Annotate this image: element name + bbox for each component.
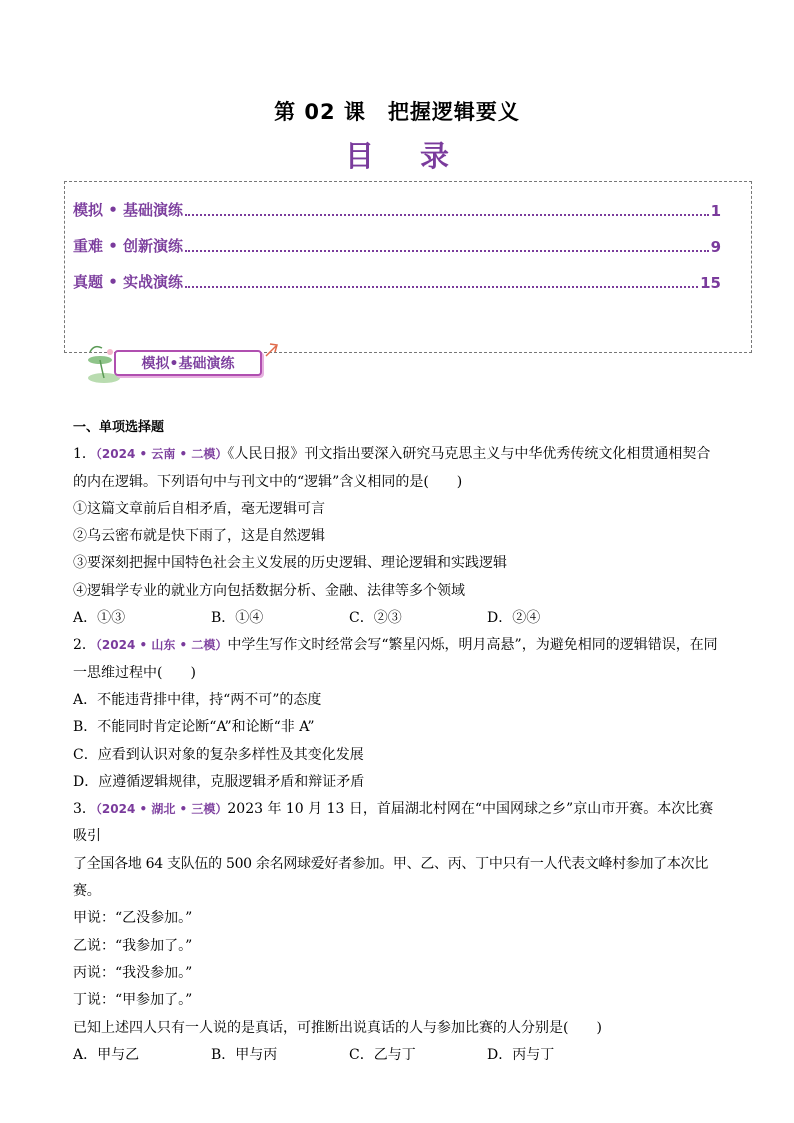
answer-option[interactable]: A．①③ bbox=[73, 610, 126, 627]
question-stem: 《人民日报》刊文指出要深入研究马克思主义与中华优秀传统文化相贯通相契合 bbox=[227, 446, 711, 463]
toc-leader-dots bbox=[185, 286, 698, 288]
answer-option[interactable]: D．②④ bbox=[487, 610, 541, 627]
toc-heading: 目 录 bbox=[344, 139, 468, 173]
question-prompt: 已知上述四人只有一人说的是真话，可推断出说真话的人与参加比赛的人分别是( ) bbox=[73, 1019, 602, 1036]
question-source: （2024 • 湖北 • 三模） bbox=[95, 802, 228, 817]
question-source: （2024 • 云南 • 二模） bbox=[95, 447, 228, 462]
statement-item: 丁说：“甲参加了。” bbox=[73, 992, 193, 1009]
question-2 bbox=[73, 632, 725, 796]
answer-options bbox=[73, 605, 725, 632]
toc-entry[interactable] bbox=[73, 234, 721, 256]
question-1 bbox=[73, 441, 725, 632]
question-number: 2． bbox=[73, 637, 96, 654]
toc-leader-dots bbox=[185, 250, 709, 252]
answer-option[interactable]: C．乙与丁 bbox=[349, 1046, 416, 1063]
question-stem-continued: 了全国各地 64 支队伍的 500 余名网球爱好者参加。甲、乙、丙、丁中只有一人代表文峰村参加了本次比赛。 bbox=[73, 855, 709, 900]
statement-item: ④逻辑学专业的就业方向包括数据分析、金融、法律等多个领域 bbox=[73, 582, 465, 599]
answer-option[interactable]: A．不能违背排中律，持“两不可”的态度 bbox=[73, 691, 322, 708]
question-stem-continued: 的内在逻辑。下列语句中与刊文中的“逻辑”含义相同的是( ) bbox=[73, 473, 463, 490]
statement-item: ①这篇文章前后自相矛盾，毫无逻辑可言 bbox=[73, 500, 325, 517]
question-stem-continued: 一思维过程中( ) bbox=[73, 664, 196, 681]
answer-option[interactable]: D．应遵循逻辑规律，克服逻辑矛盾和辩证矛盾 bbox=[73, 773, 365, 790]
section-heading: 一、单项选择题 bbox=[73, 420, 165, 435]
statement-item: 丙说：“我没参加。” bbox=[73, 964, 193, 981]
question-3 bbox=[73, 796, 725, 1069]
answer-option[interactable]: B．不能同时肯定论断“A”和论断“非 A” bbox=[73, 719, 315, 736]
lesson-title: 第 02 课 把握逻辑要义 bbox=[274, 100, 520, 124]
question-number: 3． bbox=[73, 801, 96, 818]
section-banner: 模拟•基础演练 bbox=[114, 350, 262, 376]
answer-option[interactable]: A．甲与乙 bbox=[73, 1046, 140, 1063]
question-number: 1． bbox=[73, 446, 96, 463]
question-stem: 中学生写作文时经常会写“繁星闪烁，明月高悬”，为避免相同的逻辑错误，在同 bbox=[227, 637, 718, 654]
answer-option[interactable]: B．甲与丙 bbox=[211, 1046, 278, 1063]
toc-entry-label: 模拟 • 基础演练 bbox=[73, 201, 184, 219]
toc-entry-label: 真题 • 实战演练 bbox=[73, 273, 184, 291]
statement-item: ②乌云密布就是快下雨了，这是自然逻辑 bbox=[73, 528, 325, 545]
toc-entry-page: 15 bbox=[700, 274, 721, 292]
statement-item: ③要深刻把握中国特色社会主义发展的历史逻辑、理论逻辑和实践逻辑 bbox=[73, 555, 507, 572]
answer-option[interactable]: D．丙与丁 bbox=[487, 1046, 555, 1063]
toc-entry-page: 9 bbox=[710, 238, 721, 256]
answer-option[interactable]: B．①④ bbox=[211, 610, 264, 627]
answer-option[interactable]: C．应看到认识对象的复杂多样性及其变化发展 bbox=[73, 746, 364, 763]
question-stem: 2023 年 10 月 13 日，首届湖北村网在“中国网球之乡”京山市开赛。本次比赛吸引 bbox=[73, 801, 714, 845]
statement-item: 乙说：“我参加了。” bbox=[73, 937, 193, 954]
question-content bbox=[73, 414, 725, 1069]
toc-entry[interactable] bbox=[73, 270, 721, 292]
toc-leader-dots bbox=[185, 214, 709, 216]
toc-entry-page: 1 bbox=[710, 202, 721, 220]
question-source: （2024 • 山东 • 二模） bbox=[95, 638, 228, 653]
toc-entry[interactable] bbox=[73, 198, 721, 220]
toc-entry-label: 重难 • 创新演练 bbox=[73, 237, 184, 255]
answer-option[interactable]: C．②③ bbox=[349, 610, 402, 627]
answer-options bbox=[73, 1042, 725, 1069]
statement-item: 甲说：“乙没参加。” bbox=[73, 910, 193, 927]
table-of-contents bbox=[64, 181, 752, 353]
